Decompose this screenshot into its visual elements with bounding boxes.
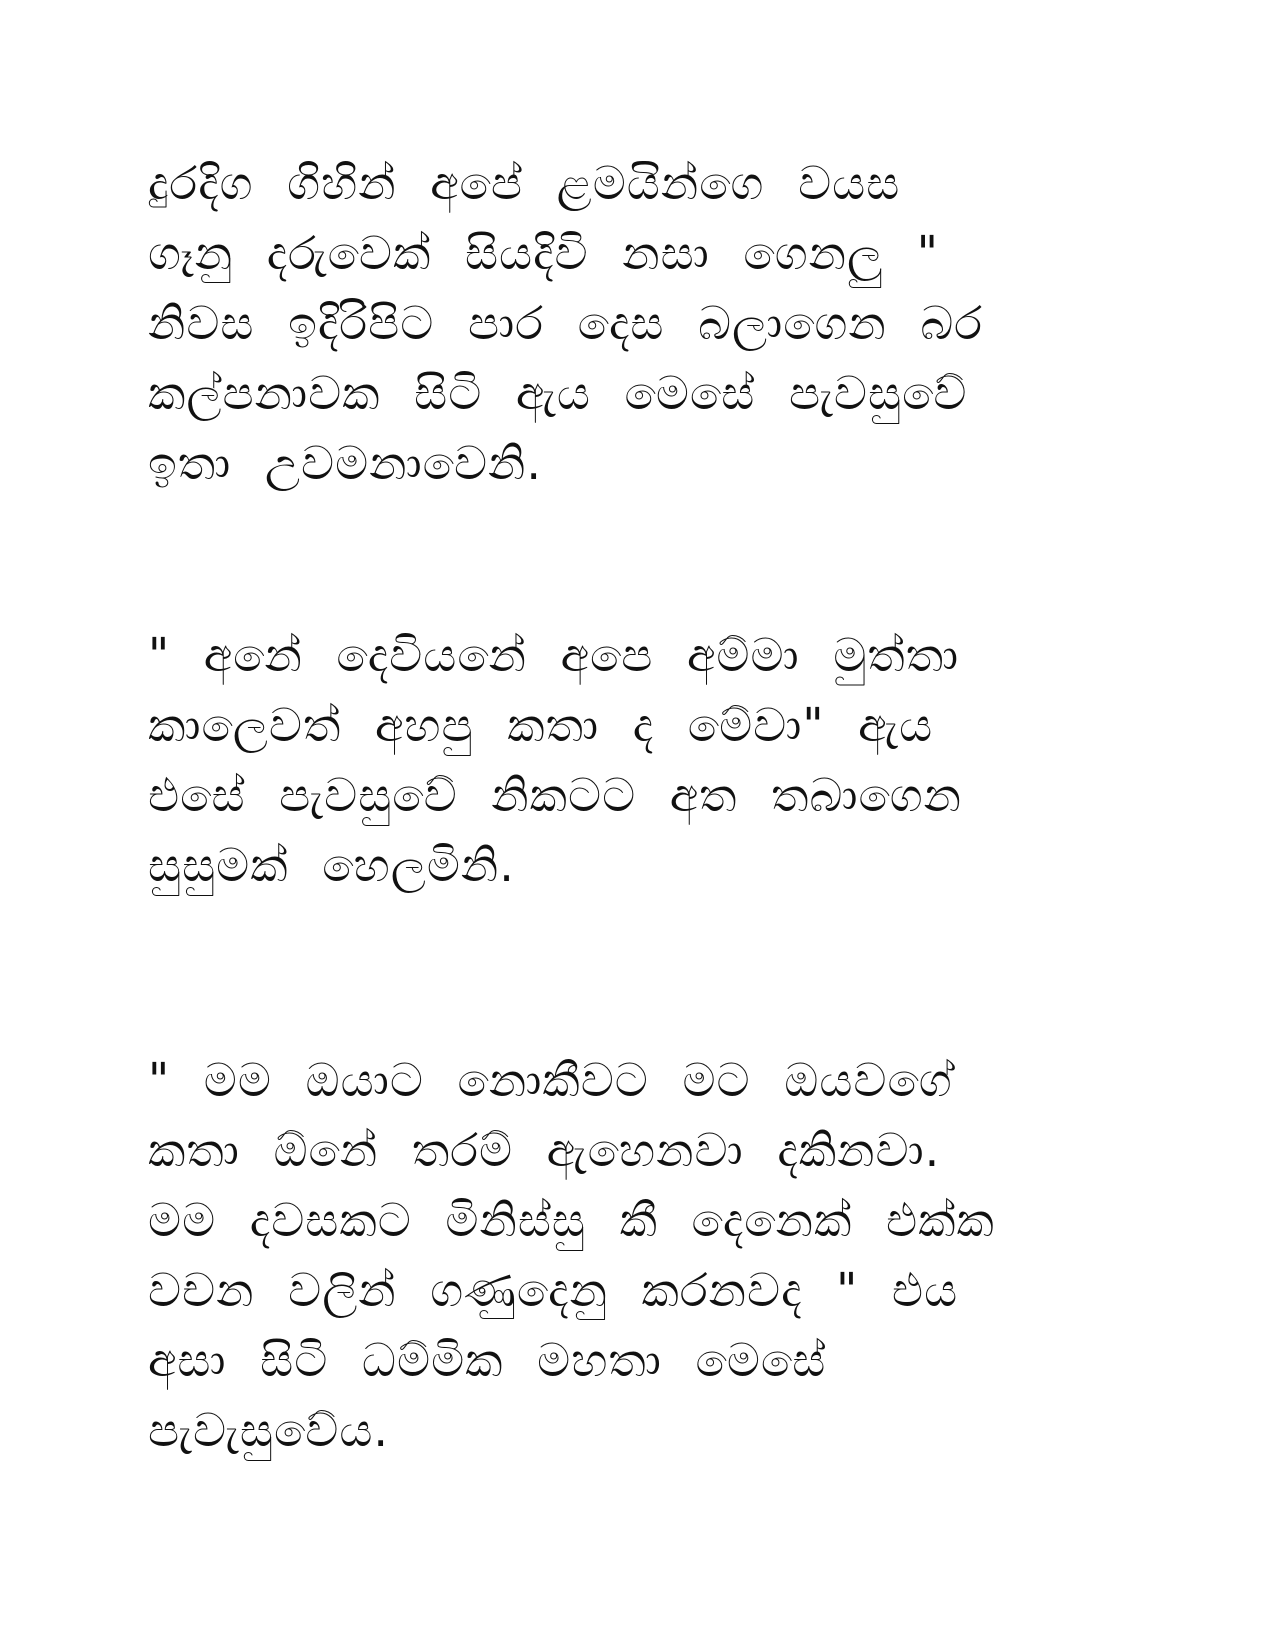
text-line: කල්පනාවක සිටි ඇය මෙසේ පැවසුවේ [148,366,968,420]
text-line: ඉතා උවමනාවෙනි. [148,436,543,490]
text-line: සුසුමක් හෙලමිනි. [148,838,515,892]
text-line: කාලෙවත් අහපු කතා ද මේවා" ඇය [148,698,934,752]
text-line: නිවස ඉදිරිපිට පාර දෙස බලාගෙන බර [148,296,984,350]
paragraph-3 [148,1045,1128,1465]
paragraph-2 [148,620,1128,900]
text-line: " අනේ දෙවියනේ අපෙ අම්මා මුත්තා [148,628,960,682]
text-line: මම දවසකට මිනිස්සු කී දෙනෙක් එක්ක [148,1193,995,1247]
text-line: අසා සිටි ධම්මික මහතා මෙසේ [148,1333,827,1387]
text-line: එසේ පැවසුවේ නිකටට අත තබාගෙන [148,768,963,822]
text-line: ගෑනු දරුවෙක් සියදිවි නසා ගෙනලු " [148,226,939,280]
paragraph-1 [148,148,1128,498]
text-line: " මම ඔයාට නොකීවට මට ඔයවගේ [148,1053,953,1107]
text-line: වචන වලින් ගණුදෙනු කරනවද " එය [148,1263,959,1317]
text-line: පැවැසුවේය. [148,1403,390,1457]
text-line: කතා ඕනේ තරම් ඇහෙනවා දකිනවා. [148,1123,941,1177]
text-line: දුරදිග ගිහින් අපේ ළමයින්ගෙ වයස [148,156,901,210]
